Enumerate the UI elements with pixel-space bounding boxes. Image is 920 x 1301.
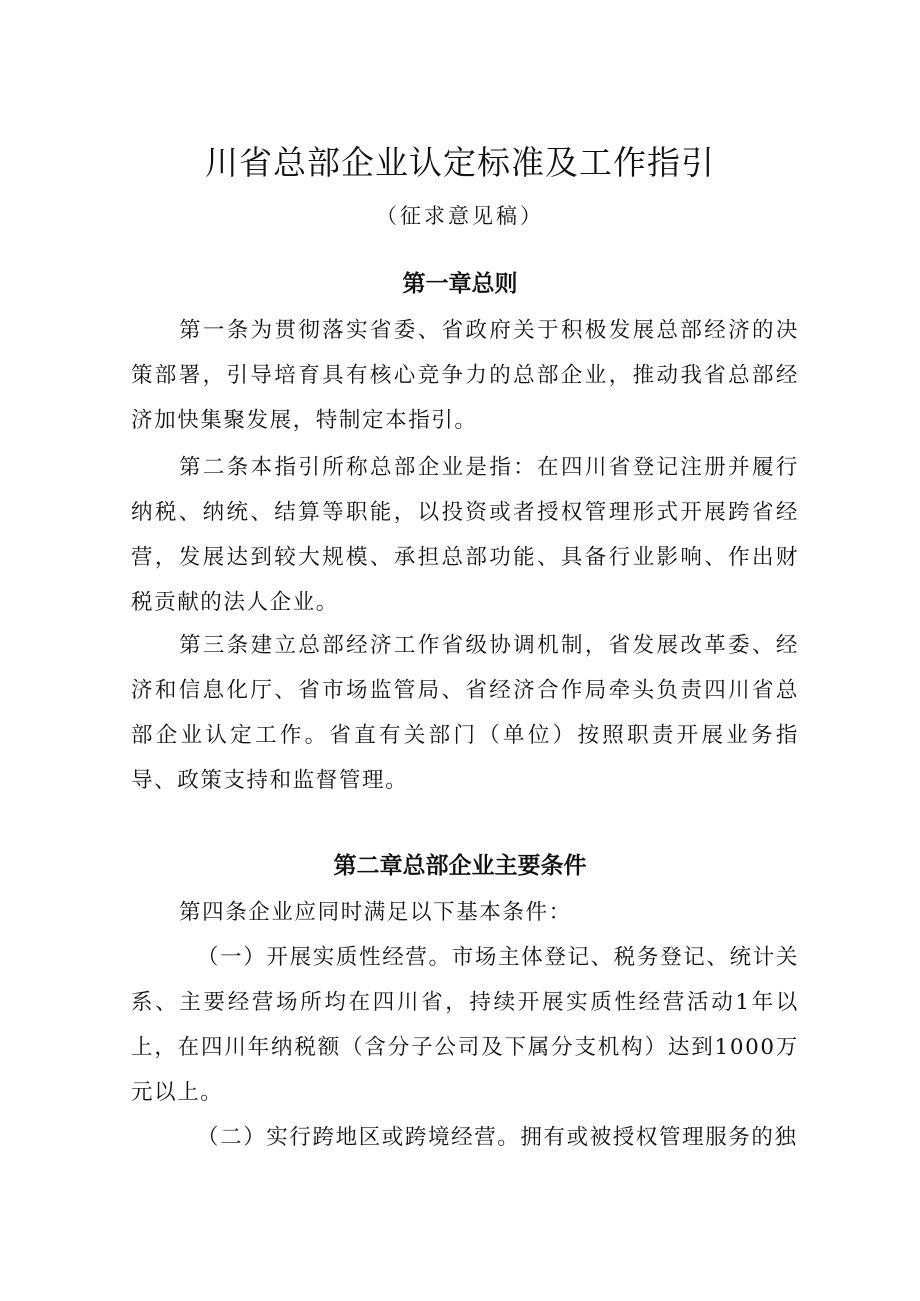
chapter-2-heading: 第二章总部企业主要条件 [333, 853, 587, 879]
article-2: 第二条本指引所称总部企业是指：在四川省登记注册并履行纳税、纳统、结算等职能，以投资或者授权管理形式开展跨省经营，发展达到较大规模、承担总部功能、具备行业影响、作出财税贡献的法人企业。 [131, 455, 799, 615]
document-title: 川省总部企业认定标准及工作指引 [205, 143, 715, 182]
article-4-item-1: （一）开展实质性经营。市场主体登记、税务登记、统计关系、主要经营场所均在四川省，持续开展实质性经营活动1年以上，在四川年纳税额（含分子公司及下属分支机构）达到1000万元以上。 [131, 945, 799, 1105]
chapter-1-heading: 第一章总则 [402, 271, 518, 297]
article-1: 第一条为贯彻落实省委、省政府关于积极发展总部经济的决策部署，引导培育具有核心竞争力的总部企业，推动我省总部经济加快集聚发展，特制定本指引。 [131, 318, 799, 433]
article-4-item-2: （二）实行跨地区或跨境经营。拥有或被授权管理服务的独 [197, 1125, 798, 1150]
article-3: 第三条建立总部经济工作省级协调机制，省发展改革委、经济和信息化厅、省市场监管局、省经济合作局牵头负责四川省总部企业认定工作。省直有关部门（单位）按照职责开展业务指导、政策支持和监督管理。 [131, 633, 799, 793]
article-4: 第四条企业应同时满足以下基本条件： [179, 900, 572, 925]
document-subtitle: （征求意见稿） [376, 204, 544, 228]
